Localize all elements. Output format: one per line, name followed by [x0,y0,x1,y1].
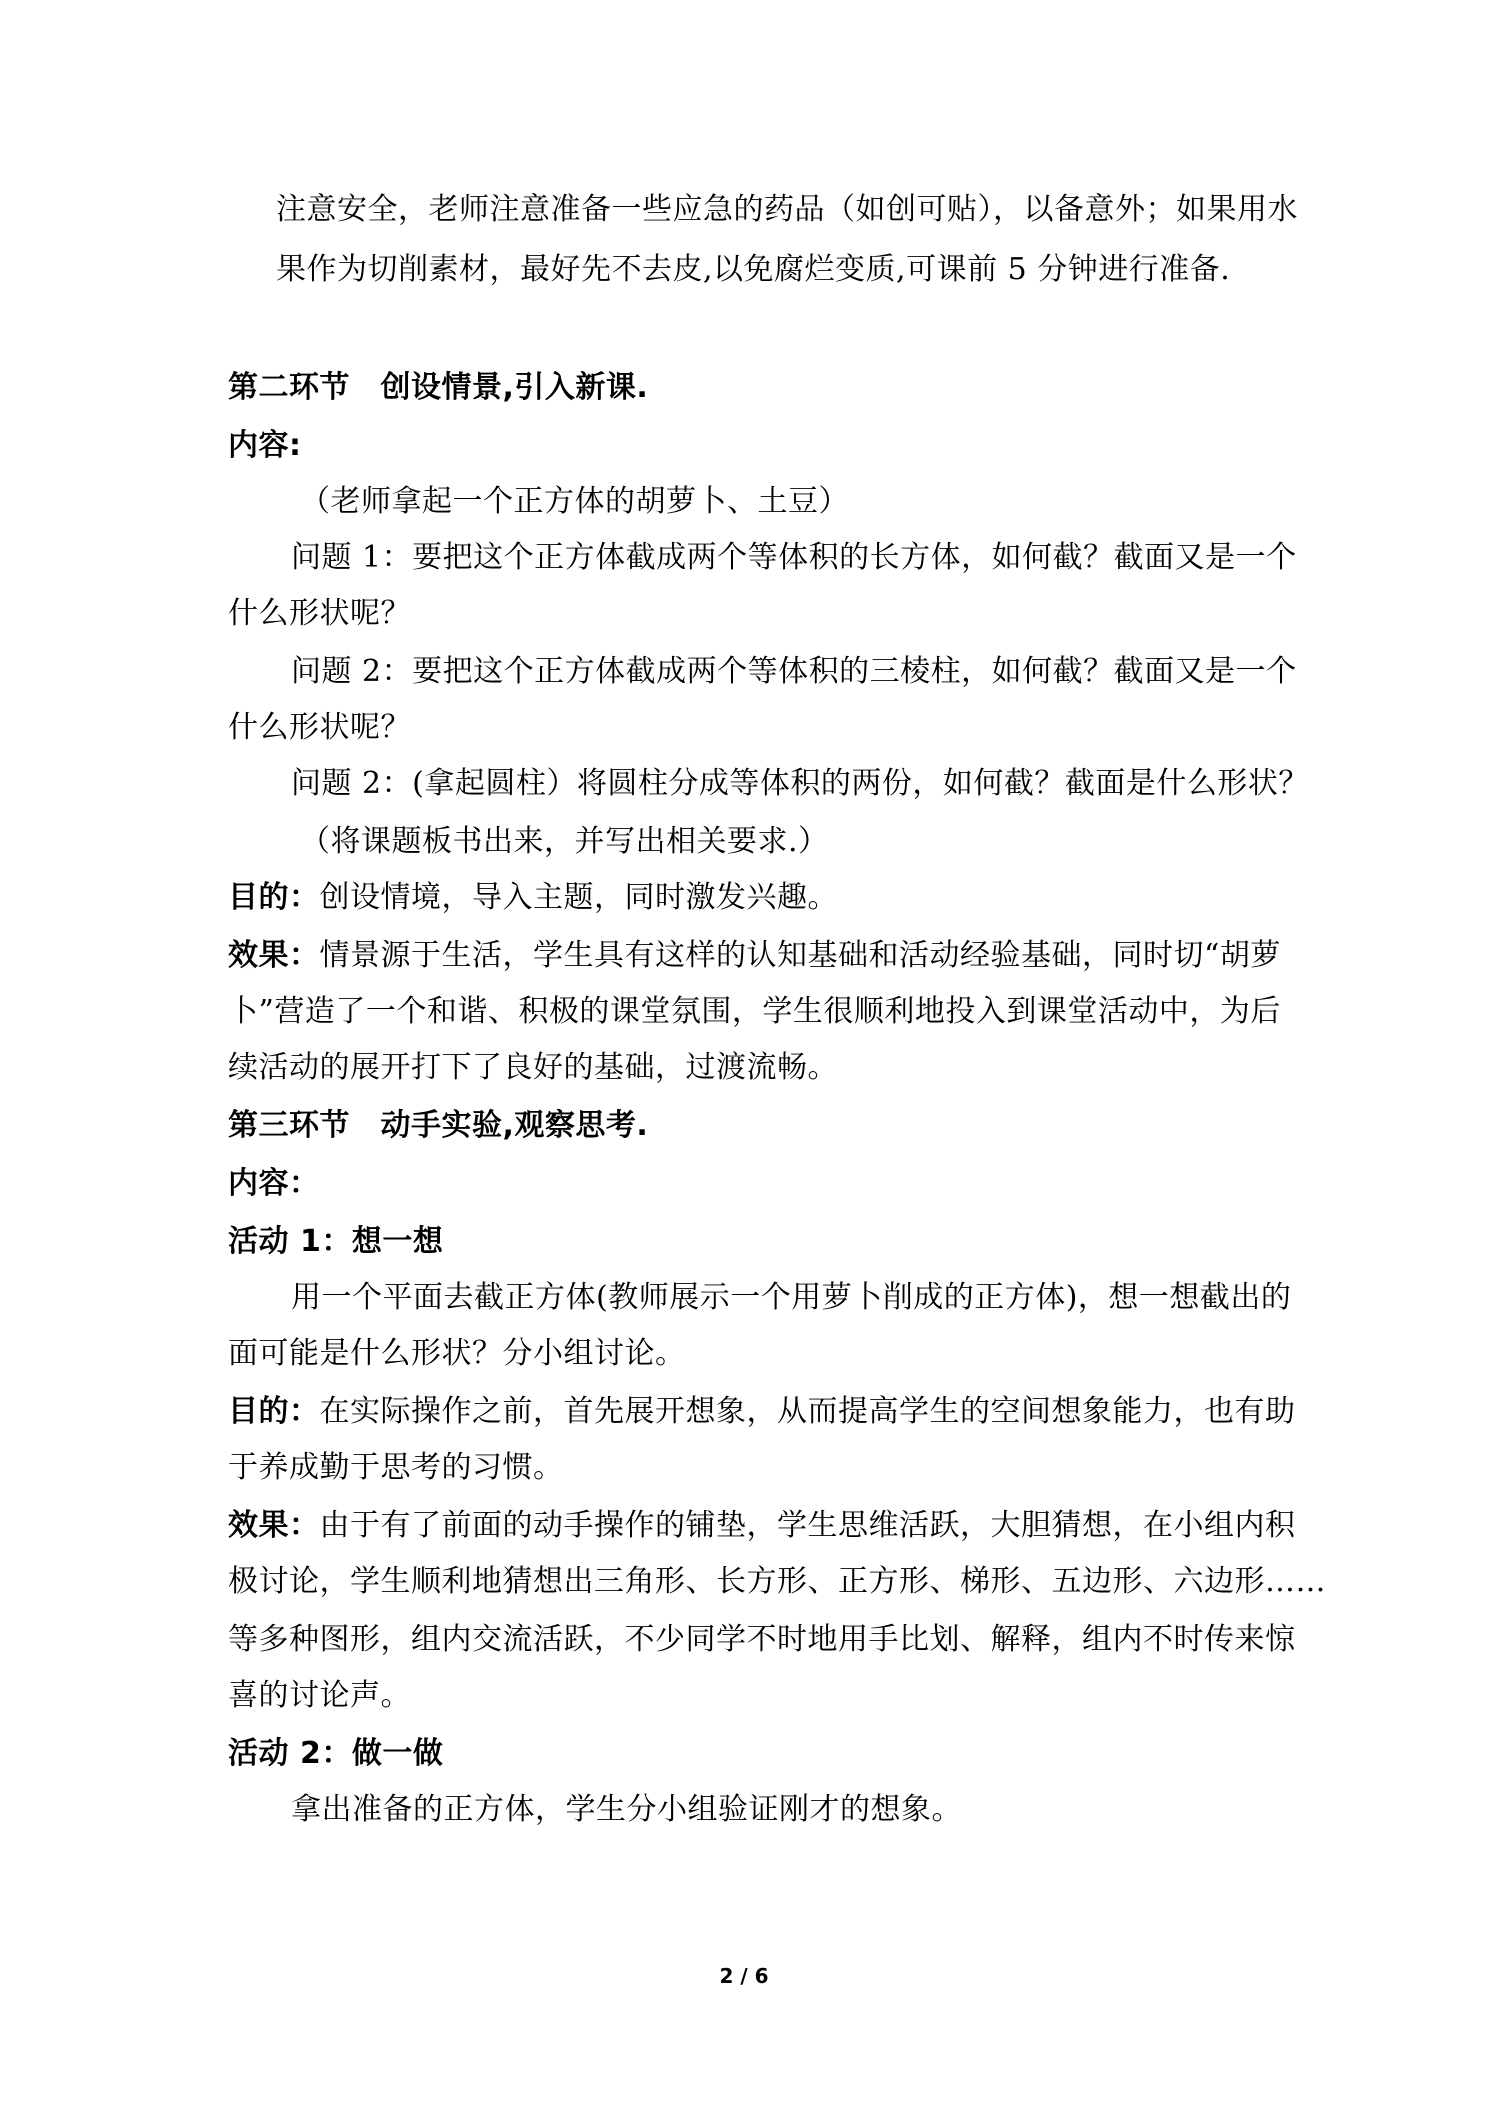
activity-2-title: 活动 2：做一做 [228,1736,444,1771]
section2-effect-line-2: 卜”营造了一个和谐、积极的课堂氛围，学生很顺利地投入到课堂活动中，为后 [228,994,1281,1029]
section3-effect-line-2: 极讨论，学生顺利地猜想出三角形、长方形、正方形、梯形、五边形、六边形…… [228,1564,1326,1599]
question-2-line-1: 问题 2：要把这个正方体截成两个等体积的三棱柱，如何截？截面又是一个 [291,654,1297,689]
section2-effect-line-1 [228,936,1281,976]
activity-1-line-1: 用一个平面去截正方体(教师展示一个用萝卜削成的正方体)，想一想截出的 [291,1280,1292,1315]
activity-1-line-2: 面可能是什么形状？分小组讨论。 [228,1336,686,1371]
section3-effect-line-4: 喜的讨论声。 [228,1678,411,1713]
section3-heading: 第三环节 动手实验,观察思考. [228,1108,649,1143]
section3-effect-line-3: 等多种图形，组内交流活跃，不少同学不时地用手比划、解释，组内不时传来惊 [228,1622,1296,1657]
page-number: 2 / 6 [719,1964,769,1988]
section2-paragraph-1: （老师拿起一个正方体的胡萝卜、土豆） [300,484,849,519]
goal-label: 目的： [228,880,320,915]
section3-goal-line-2: 于养成勤于思考的习惯。 [228,1450,564,1485]
goal-label: 目的： [228,1394,320,1429]
section3-content-label: 内容： [228,1166,320,1201]
effect-text: 情景源于生活，学生具有这样的认知基础和活动经验基础，同时切“胡萝 [319,938,1281,973]
effect-label: 效果： [228,1508,320,1543]
section3-effect-line-1 [228,1506,1296,1546]
question-1-line-1: 问题 1：要把这个正方体截成两个等体积的长方体，如何截？截面又是一个 [291,540,1297,575]
question-2-line-2: 什么形状呢？ [228,710,411,745]
question-1-line-2: 什么形状呢？ [228,596,411,631]
section2-heading: 第二环节 创设情景,引入新课. [228,370,649,405]
section2-goal [228,878,1268,918]
section3-goal-line-1 [228,1392,1296,1432]
section2-content-label: 内容: [228,428,302,463]
question-3: 问题 2：(拿起圆柱）将圆柱分成等体积的两份，如何截？截面是什么形状？ [291,766,1309,801]
goal-text: 在实际操作之前，首先展开想象，从而提高学生的空间想象能力，也有助 [319,1394,1296,1429]
section2-effect-line-3: 续活动的展开打下了良好的基础，过渡流畅。 [228,1050,838,1085]
section2-note: （将课题板书出来，并写出相关要求.） [300,824,829,859]
effect-text: 由于有了前面的动手操作的铺垫，学生思维活跃，大胆猜想，在小组内积 [319,1508,1296,1543]
intro-line-1: 注意安全，老师注意准备一些应急的药品（如创可贴），以备意外；如果用水 [276,192,1298,227]
intro-line-2: 果作为切削素材，最好先不去皮,以免腐烂变质,可课前 5 分钟进行准备. [276,252,1231,287]
activity-1-title: 活动 1：想一想 [228,1224,444,1259]
goal-text: 创设情境，导入主题，同时激发兴趣。 [319,880,838,915]
activity-2-line-1: 拿出准备的正方体，学生分小组验证刚才的想象。 [291,1792,962,1827]
effect-label: 效果： [228,938,320,973]
